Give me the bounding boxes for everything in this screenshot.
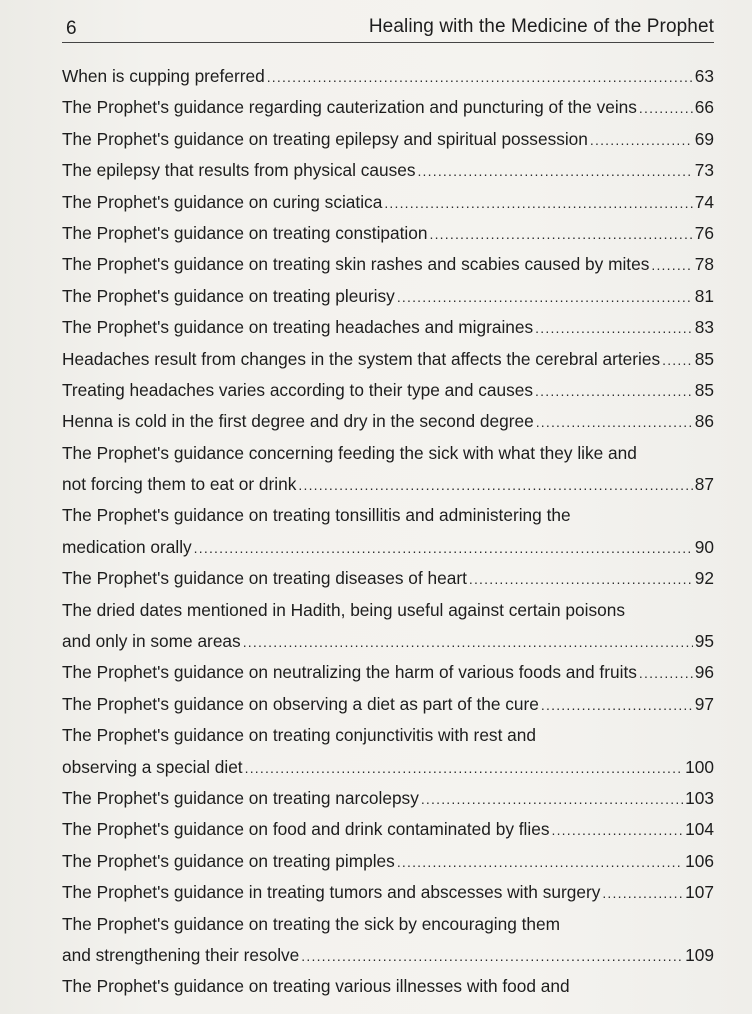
toc-entry-title: The epilepsy that results from physical causes bbox=[62, 160, 416, 181]
table-of-contents bbox=[62, 61, 714, 1003]
dot-leader bbox=[469, 564, 693, 595]
toc-entry bbox=[62, 877, 714, 908]
toc-entry-title: The Prophet's guidance on treating pleurisy bbox=[62, 285, 395, 306]
dot-leader bbox=[651, 250, 692, 281]
dot-leader bbox=[639, 658, 693, 689]
toc-entry-title: The Prophet's guidance on treating pimples bbox=[62, 850, 395, 871]
dot-leader bbox=[243, 627, 693, 658]
toc-entry-title: The Prophet's guidance on treating constipation bbox=[62, 222, 428, 243]
toc-entry-title: When is cupping preferred bbox=[62, 66, 265, 86]
toc-entry-title: The Prophet's guidance on treating skin rashes and scabies caused by mites bbox=[62, 254, 650, 275]
toc-entry-title-continued: observing a special diet bbox=[62, 756, 243, 777]
dot-leader bbox=[602, 878, 683, 909]
toc-page-number: 78 bbox=[694, 254, 714, 275]
toc-entry bbox=[62, 406, 714, 437]
toc-entry bbox=[62, 532, 714, 563]
toc-entry bbox=[62, 92, 714, 123]
toc-entry-title-continued: and only in some areas bbox=[62, 631, 241, 652]
toc-page-number: 95 bbox=[694, 631, 714, 652]
toc-page-number: 63 bbox=[694, 66, 714, 86]
dot-leader bbox=[552, 815, 684, 846]
toc-entry bbox=[62, 940, 714, 971]
toc-page-number: 81 bbox=[694, 285, 714, 306]
toc-entry bbox=[62, 971, 714, 1002]
dot-leader bbox=[397, 847, 683, 878]
toc-entry bbox=[62, 218, 714, 249]
dot-leader bbox=[267, 62, 693, 93]
dot-leader bbox=[194, 533, 693, 564]
toc-entry-title: The Prophet's guidance on treating the sick by encouraging them bbox=[62, 913, 561, 934]
toc-entry bbox=[62, 61, 714, 92]
toc-page-number: 74 bbox=[694, 191, 714, 212]
toc-entry bbox=[62, 720, 714, 751]
toc-entry bbox=[62, 500, 714, 531]
dot-leader bbox=[430, 219, 693, 250]
toc-entry-title: The Prophet's guidance on treating narcolepsy bbox=[62, 787, 419, 808]
toc-entry-title: The Prophet's guidance in treating tumors and abscesses with surgery bbox=[62, 882, 601, 903]
toc-page-number: 96 bbox=[694, 662, 714, 683]
toc-page-number: 66 bbox=[694, 97, 714, 118]
toc-entry bbox=[62, 469, 714, 500]
toc-entry bbox=[62, 909, 714, 940]
page-number: 6 bbox=[66, 18, 77, 39]
toc-entry bbox=[62, 846, 714, 877]
toc-entry bbox=[62, 626, 714, 657]
toc-page-number: 76 bbox=[694, 222, 714, 243]
toc-entry-title: Henna is cold in the first degree and dry in the second degree bbox=[62, 411, 534, 432]
toc-page-number: 97 bbox=[694, 693, 714, 714]
toc-page-number: 90 bbox=[694, 536, 714, 557]
toc-entry-title: The Prophet's guidance on treating epilepsy and spiritual possession bbox=[62, 128, 588, 149]
toc-entry bbox=[62, 438, 714, 469]
toc-entry-title: The Prophet's guidance on observing a diet as part of the cure bbox=[62, 693, 539, 714]
toc-entry-title: The Prophet's guidance on treating diseases of heart bbox=[62, 568, 467, 589]
toc-page-number: 85 bbox=[694, 348, 714, 369]
dot-leader bbox=[590, 125, 693, 156]
toc-entry bbox=[62, 595, 714, 626]
toc-entry-title-continued: and strengthening their resolve bbox=[62, 944, 300, 965]
dot-leader bbox=[639, 93, 693, 124]
toc-entry-title: The Prophet's guidance on food and drink contaminated by flies bbox=[62, 819, 550, 840]
running-title: Healing with the Medicine of the Prophet bbox=[368, 16, 714, 37]
toc-page-number: 104 bbox=[685, 819, 714, 840]
dot-leader bbox=[298, 470, 692, 501]
toc-entry bbox=[62, 312, 714, 343]
toc-entry-title: The dried dates mentioned in Hadith, being useful against certain poisons bbox=[62, 599, 625, 620]
toc-entry-title: The Prophet's guidance concerning feeding the sick with what they like and bbox=[62, 442, 637, 463]
toc-page-number: 107 bbox=[685, 882, 714, 903]
toc-entry-title: The Prophet's guidance on treating conjunctivitis with rest and bbox=[62, 725, 537, 746]
dot-leader bbox=[535, 313, 693, 344]
toc-entry-title-continued: not forcing them to eat or drink bbox=[62, 474, 297, 495]
toc-page-number: 69 bbox=[694, 128, 714, 149]
toc-page-number: 92 bbox=[694, 568, 714, 589]
dot-leader bbox=[535, 376, 693, 407]
dot-leader bbox=[541, 690, 693, 721]
toc-entry-title-continued: medication orally bbox=[62, 536, 192, 557]
toc-page-number: 100 bbox=[685, 756, 714, 777]
toc-page-number: 83 bbox=[694, 317, 714, 338]
toc-entry bbox=[62, 187, 714, 218]
dot-leader bbox=[421, 784, 683, 815]
toc-entry-title: The Prophet's guidance on treating various illnesses with food and bbox=[62, 976, 570, 997]
toc-entry bbox=[62, 814, 714, 845]
toc-entry-title: The Prophet's guidance on treating headaches and migraines bbox=[62, 317, 534, 338]
toc-entry-title: Treating headaches varies according to their type and causes bbox=[62, 379, 534, 400]
toc-page-number: 109 bbox=[685, 944, 714, 965]
toc-entry bbox=[62, 344, 714, 375]
toc-entry-title: The Prophet's guidance on treating tonsillitis and administering the bbox=[62, 505, 571, 526]
toc-entry bbox=[62, 689, 714, 720]
toc-entry-title: Headaches result from changes in the system that affects the cerebral arteries bbox=[62, 348, 661, 369]
toc-page-number: 73 bbox=[694, 160, 714, 181]
dot-leader bbox=[397, 282, 693, 313]
toc-entry-title: The Prophet's guidance on curing sciatica bbox=[62, 191, 383, 212]
toc-entry bbox=[62, 657, 714, 688]
toc-entry bbox=[62, 155, 714, 186]
toc-page-number: 106 bbox=[685, 850, 714, 871]
toc-entry bbox=[62, 281, 714, 312]
toc-entry-title: The Prophet's guidance on neutralizing the harm of various foods and fruits bbox=[62, 662, 637, 683]
page-header bbox=[62, 12, 714, 43]
toc-entry bbox=[62, 124, 714, 155]
dot-leader bbox=[536, 407, 693, 438]
toc-entry bbox=[62, 752, 714, 783]
toc-page-number: 103 bbox=[685, 787, 714, 808]
toc-page-number: 87 bbox=[694, 474, 714, 495]
toc-page-number: 86 bbox=[694, 411, 714, 432]
toc-entry bbox=[62, 375, 714, 406]
dot-leader bbox=[384, 188, 692, 219]
dot-leader bbox=[301, 941, 683, 972]
dot-leader bbox=[417, 156, 692, 187]
dot-leader bbox=[245, 753, 684, 784]
toc-entry bbox=[62, 249, 714, 280]
dot-leader bbox=[662, 345, 693, 376]
toc-entry-title: The Prophet's guidance regarding cauterization and puncturing of the veins bbox=[62, 97, 637, 118]
toc-entry bbox=[62, 563, 714, 594]
toc-page-number: 85 bbox=[694, 379, 714, 400]
toc-entry bbox=[62, 783, 714, 814]
